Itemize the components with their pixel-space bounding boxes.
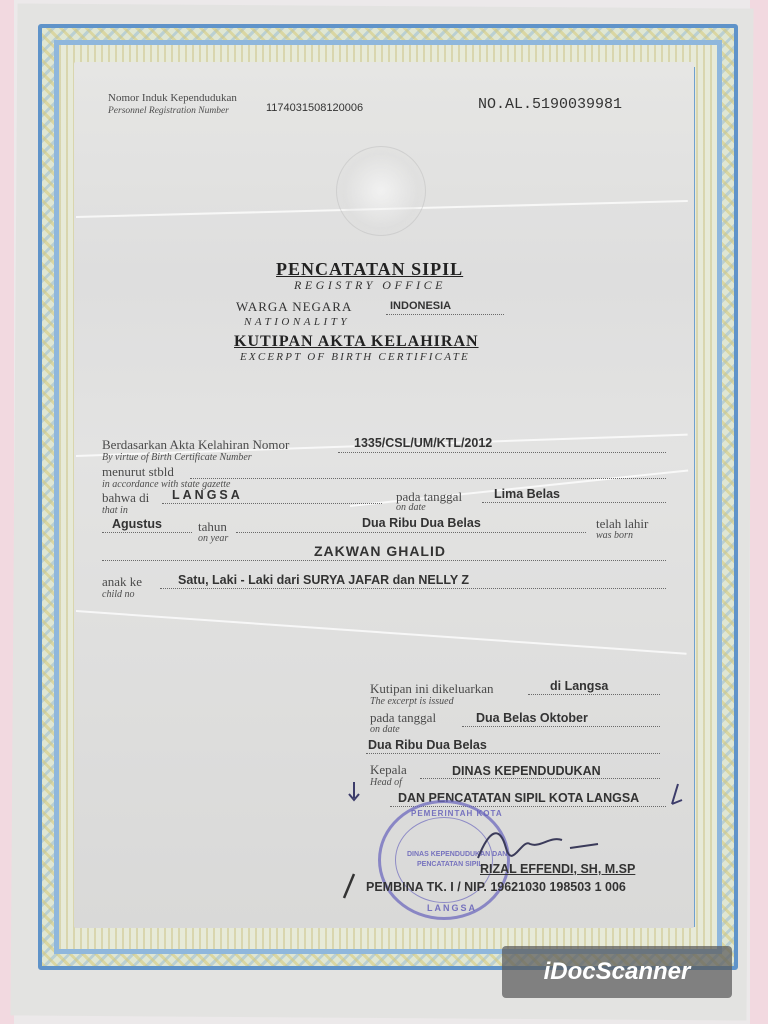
birth-date-value: Lima Belas — [494, 487, 561, 501]
issued-year-line — [366, 753, 660, 754]
born-label: telah lahir — [596, 516, 649, 531]
nationality-underline — [386, 314, 504, 315]
signature — [470, 818, 610, 868]
place-line — [162, 503, 382, 504]
place-value: LANGSA — [172, 488, 243, 502]
head-label: Kepala — [370, 762, 407, 777]
stamp-text-2: PENCATATAN SIPIL — [417, 861, 483, 868]
head-label-en: Head of — [370, 777, 402, 788]
issued-year: Dua Ribu Dua Belas — [368, 738, 487, 752]
nationality-value: INDONESIA — [390, 300, 452, 312]
issued-label: Kutipan ini dikeluarkan — [370, 681, 494, 696]
child-name: ZAKWAN GHALID — [314, 543, 446, 559]
pen-mark-icon — [664, 782, 686, 808]
child-order-value: Satu, Laki - Laki dari SURYA JAFAR dan NELLY Z — [178, 573, 470, 587]
place-label-en: that in — [102, 505, 128, 516]
certificate-number-line — [338, 452, 666, 453]
child-name-line — [102, 560, 666, 561]
stamp-bottom-text: LANGSA — [427, 903, 477, 913]
embossed-emblem — [336, 146, 426, 236]
official-name: RIZAL EFFENDI, SH, M.SP — [480, 862, 636, 876]
pen-mark-icon — [340, 872, 358, 900]
issuing-office-line1-rule — [420, 778, 660, 779]
nik-label-en: Personnel Registration Number — [108, 106, 229, 116]
document-title: KUTIPAN AKTA KELAHIRAN — [234, 333, 479, 350]
issued-date: Dua Belas Oktober — [476, 711, 588, 725]
nik-value: 1174031508120006 — [266, 102, 364, 114]
born-label-en: was born — [596, 530, 633, 541]
birth-date-label: pada tanggal — [396, 489, 463, 504]
nationality-en: NATIONALITY — [244, 316, 350, 328]
birth-year-label: tahun — [198, 519, 227, 534]
issued-place: di Langsa — [550, 679, 609, 693]
pen-mark-icon — [344, 780, 364, 804]
birth-year-label-en: on year — [198, 533, 229, 544]
child-order-line — [160, 588, 666, 589]
background-edge-right — [750, 0, 768, 1024]
child-order-label-en: child no — [102, 589, 135, 600]
nik-label: Nomor Induk Kependudukan — [108, 92, 237, 104]
office-title: PENCATATAN SIPIL — [276, 259, 464, 279]
document-title-en: EXCERPT OF BIRTH CERTIFICATE — [240, 351, 470, 363]
birth-year: Dua Ribu Dua Belas — [362, 516, 481, 530]
serial-number: NO.AL.5190039981 — [478, 96, 623, 113]
certificate-number: 1335/CSL/UM/KTL/2012 — [354, 436, 493, 450]
issuing-office-line2: DAN PENCATATAN SIPIL KOTA LANGSA — [398, 791, 640, 805]
issued-label-en: The excerpt is issued — [370, 696, 454, 707]
certificate-number-label: Berdasarkan Akta Kelahiran Nomor — [102, 437, 290, 452]
birth-month: Agustus — [112, 517, 162, 531]
issued-date-label: pada tanggal — [370, 710, 437, 725]
stbld-label-en: in accordance with state gazette — [102, 479, 231, 490]
certificate-number-label-en: By virtue of Birth Certificate Number — [102, 452, 252, 463]
official-rank: PEMBINA TK. I / NIP. 19621030 198503 1 006 — [366, 880, 626, 894]
nationality-label: WARGA NEGARA — [236, 299, 353, 314]
birth-month-line — [102, 532, 192, 533]
birth-year-line — [236, 532, 586, 533]
scanner-watermark: iDocScanner — [502, 946, 732, 998]
birth-date-label-en: on date — [396, 502, 426, 513]
issued-date-line — [462, 726, 660, 727]
stamp-top-text: PEMERINTAH KOTA — [411, 809, 503, 818]
stbld-label: menurut stbld — [102, 464, 174, 479]
issued-date-label-en: on date — [370, 724, 400, 735]
stbld-line — [190, 478, 666, 479]
child-order-label: anak ke — [102, 574, 143, 589]
birth-date-line — [482, 502, 666, 503]
issued-place-line — [528, 694, 660, 695]
office-title-en: REGISTRY OFFICE — [294, 278, 446, 292]
stamp-text-1: DINAS KEPENDUDUKAN DAN — [407, 851, 508, 858]
issuing-office-line1: DINAS KEPENDUDUKAN — [452, 764, 601, 778]
place-label: bahwa di — [102, 490, 150, 505]
